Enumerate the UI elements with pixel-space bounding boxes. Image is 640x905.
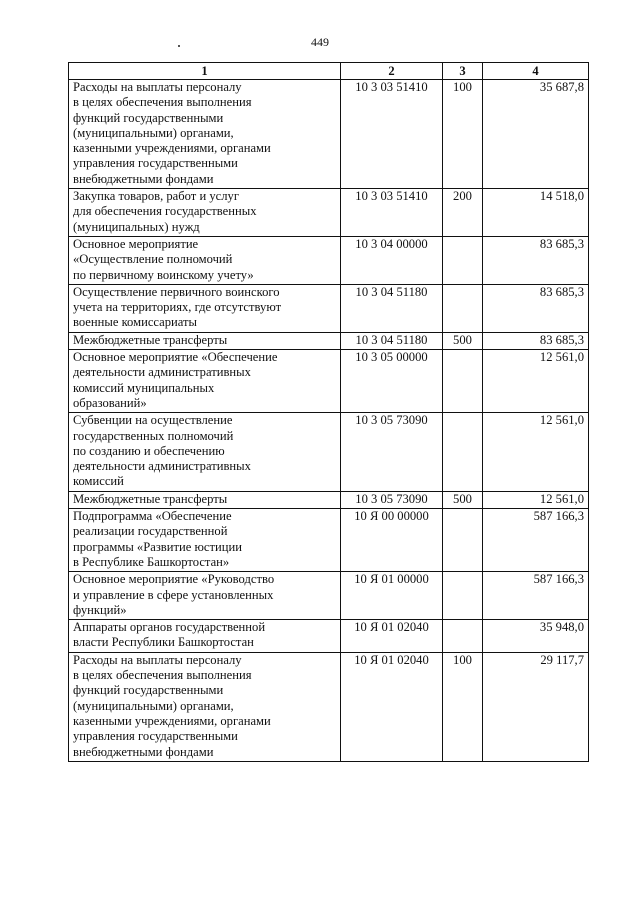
- row-name-cell: Основное мероприятие «Обеспечение деятельности административных комиссий муниципальных образований»: [69, 350, 341, 413]
- row-type-cell: [443, 509, 483, 572]
- row-code-cell: 10 Я 00 00000: [341, 509, 443, 572]
- row-name-cell: Субвенции на осуществление государственных полномочий по созданию и обеспечению деятельности административных комиссий: [69, 413, 341, 492]
- scan-speck: [178, 45, 180, 47]
- row-amount-cell: 587 166,3: [483, 572, 589, 620]
- table-header-row: [69, 63, 589, 80]
- row-amount-cell: 12 561,0: [483, 350, 589, 413]
- row-name-cell: Межбюджетные трансферты: [69, 491, 341, 508]
- row-amount-cell: 12 561,0: [483, 413, 589, 492]
- row-code-cell: 10 3 05 73090: [341, 491, 443, 508]
- row-code-cell: 10 3 04 00000: [341, 236, 443, 284]
- row-type-cell: [443, 413, 483, 492]
- header-code: 2: [341, 63, 443, 80]
- row-name-cell: Закупка товаров, работ и услуг для обеспечения государственных (муниципальных) нужд: [69, 189, 341, 237]
- row-code-cell: 10 3 05 73090: [341, 413, 443, 492]
- table-row: [69, 620, 589, 653]
- row-name-cell: Расходы на выплаты персоналу в целях обеспечения выполнения функций государственными (муниципальными) органами, казенными учреждениями, органами управления государственными внебюджетными фондами: [69, 80, 341, 189]
- table-row: [69, 189, 589, 237]
- table-row: [69, 491, 589, 508]
- row-type-cell: 500: [443, 332, 483, 349]
- row-type-cell: [443, 620, 483, 653]
- row-type-cell: 100: [443, 80, 483, 189]
- row-name-cell: Основное мероприятие «Осуществление полномочий по первичному воинскому учету»: [69, 236, 341, 284]
- row-code-cell: 10 Я 01 02040: [341, 620, 443, 653]
- row-type-cell: 100: [443, 652, 483, 761]
- row-code-cell: 10 Я 01 02040: [341, 652, 443, 761]
- row-code-cell: 10 3 04 51180: [341, 332, 443, 349]
- row-amount-cell: 29 117,7: [483, 652, 589, 761]
- row-type-cell: [443, 284, 483, 332]
- row-type-cell: [443, 350, 483, 413]
- table-row: [69, 236, 589, 284]
- row-type-cell: 500: [443, 491, 483, 508]
- table-row: [69, 284, 589, 332]
- row-amount-cell: 35 687,8: [483, 80, 589, 189]
- row-name-cell: Аппараты органов государственной власти Республики Башкортостан: [69, 620, 341, 653]
- row-type-cell: [443, 236, 483, 284]
- row-amount-cell: 587 166,3: [483, 509, 589, 572]
- budget-table: [68, 62, 589, 762]
- row-name-cell: Основное мероприятие «Руководство и управление в сфере установленных функций»: [69, 572, 341, 620]
- page-number: 449: [311, 35, 329, 49]
- table-body: [69, 80, 589, 762]
- table-row: [69, 80, 589, 189]
- table-row: [69, 350, 589, 413]
- table-row: [69, 652, 589, 761]
- row-amount-cell: 83 685,3: [483, 332, 589, 349]
- row-amount-cell: 83 685,3: [483, 284, 589, 332]
- row-amount-cell: 14 518,0: [483, 189, 589, 237]
- table-row: [69, 509, 589, 572]
- row-amount-cell: 35 948,0: [483, 620, 589, 653]
- header-amount: 4: [483, 63, 589, 80]
- row-name-cell: Межбюджетные трансферты: [69, 332, 341, 349]
- header-name: 1: [69, 63, 341, 80]
- table-row: [69, 413, 589, 492]
- row-name-cell: Подпрограмма «Обеспечение реализации государственной программы «Развитие юстиции в Республике Башкортостан»: [69, 509, 341, 572]
- row-amount-cell: 83 685,3: [483, 236, 589, 284]
- row-type-cell: 200: [443, 189, 483, 237]
- row-name-cell: Расходы на выплаты персоналу в целях обеспечения выполнения функций государственными (муниципальными) органами, казенными учреждениями, органами управления государственными внебюджетными фондами: [69, 652, 341, 761]
- header-type: 3: [443, 63, 483, 80]
- row-code-cell: 10 3 03 51410: [341, 189, 443, 237]
- row-amount-cell: 12 561,0: [483, 491, 589, 508]
- row-name-cell: Осуществление первичного воинского учета на территориях, где отсутствуют военные комиссариаты: [69, 284, 341, 332]
- row-code-cell: 10 3 04 51180: [341, 284, 443, 332]
- row-type-cell: [443, 572, 483, 620]
- table-row: [69, 332, 589, 349]
- table-row: [69, 572, 589, 620]
- row-code-cell: 10 3 05 00000: [341, 350, 443, 413]
- row-code-cell: 10 Я 01 00000: [341, 572, 443, 620]
- row-code-cell: 10 3 03 51410: [341, 80, 443, 189]
